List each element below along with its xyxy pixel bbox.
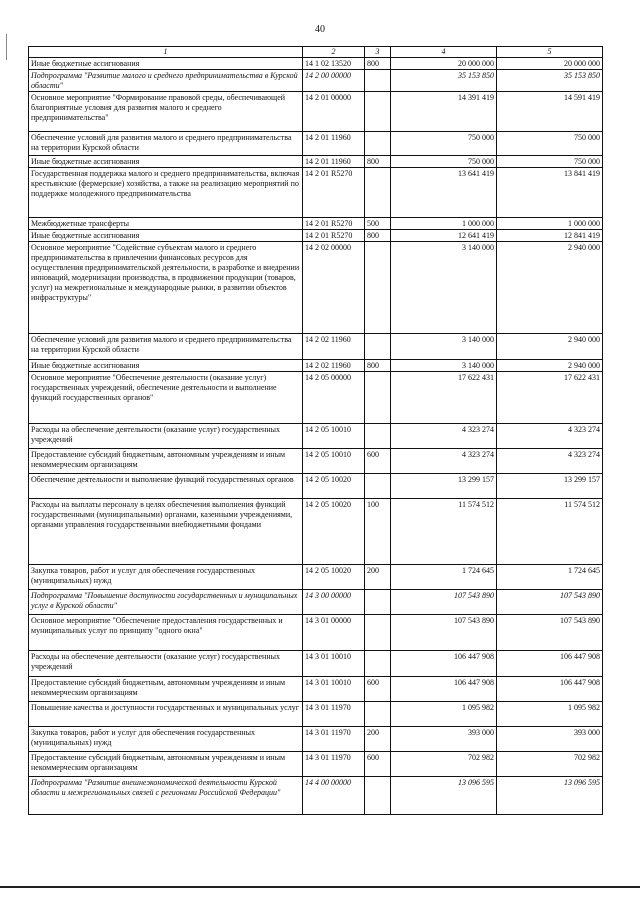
row-amount-col4-cell: 107 543 890 <box>391 590 497 615</box>
row-amount-col5-cell: 2 940 000 <box>497 360 603 372</box>
row-amount-col5-cell: 106 447 908 <box>497 651 603 677</box>
row-name-cell: Обеспечение деятельности и выполнение функций государственных органов <box>29 474 303 499</box>
row-expense-type-cell <box>365 474 391 499</box>
row-code-cell: 14 3 01 11970 <box>303 702 365 727</box>
table-row <box>29 702 603 727</box>
row-amount-col5-cell: 13 299 157 <box>497 474 603 499</box>
row-amount-col4-cell: 3 140 000 <box>391 360 497 372</box>
table-row <box>29 58 603 70</box>
row-code-cell: 14 2 05 10010 <box>303 449 365 474</box>
row-expense-type-cell <box>365 334 391 360</box>
row-amount-col4-cell: 17 622 431 <box>391 372 497 424</box>
row-expense-type-cell <box>365 70 391 92</box>
row-amount-col5-cell: 1 724 645 <box>497 565 603 590</box>
row-name-cell: Основное мероприятие "Обеспечение деятельности (оказание услуг) государственных учреждений, обеспечение деятельности и выполнение функций государственных органов" <box>29 372 303 424</box>
row-code-cell: 14 2 00 00000 <box>303 70 365 92</box>
row-amount-col4-cell: 702 982 <box>391 752 497 777</box>
row-name-cell: Повышение качества и доступности государственных и муниципальных услуг <box>29 702 303 727</box>
row-name-cell: Межбюджетные трансферты <box>29 218 303 230</box>
row-amount-col5-cell: 4 323 274 <box>497 424 603 449</box>
row-code-cell: 14 2 01 R5270 <box>303 168 365 218</box>
row-code-cell: 14 2 02 11960 <box>303 360 365 372</box>
row-amount-col5-cell: 2 940 000 <box>497 242 603 334</box>
table-row <box>29 752 603 777</box>
row-expense-type-cell <box>365 242 391 334</box>
row-expense-type-cell: 200 <box>365 565 391 590</box>
row-amount-col5-cell: 106 447 908 <box>497 677 603 702</box>
table-body <box>29 58 603 815</box>
row-code-cell: 14 2 01 11960 <box>303 132 365 156</box>
row-expense-type-cell: 600 <box>365 449 391 474</box>
row-amount-col5-cell: 13 841 419 <box>497 168 603 218</box>
row-amount-col4-cell: 1 000 000 <box>391 218 497 230</box>
header-col-1: 1 <box>29 47 303 58</box>
row-expense-type-cell <box>365 168 391 218</box>
row-amount-col4-cell: 107 543 890 <box>391 615 497 651</box>
row-amount-col4-cell: 750 000 <box>391 132 497 156</box>
row-amount-col4-cell: 11 574 512 <box>391 499 497 565</box>
row-amount-col5-cell: 4 323 274 <box>497 449 603 474</box>
table-row <box>29 677 603 702</box>
row-amount-col4-cell: 4 323 274 <box>391 424 497 449</box>
table-row <box>29 218 603 230</box>
table-row <box>29 499 603 565</box>
row-name-cell: Иные бюджетные ассигнования <box>29 360 303 372</box>
row-expense-type-cell: 100 <box>365 499 391 565</box>
row-code-cell: 14 2 01 11960 <box>303 156 365 168</box>
row-amount-col5-cell: 14 591 419 <box>497 92 603 132</box>
row-expense-type-cell <box>365 372 391 424</box>
row-expense-type-cell: 800 <box>365 58 391 70</box>
row-name-cell: Основное мероприятие "Формирование правовой среды, обеспечивающей благоприятные условия для развития малого и среднего предпринимательства" <box>29 92 303 132</box>
table-row <box>29 132 603 156</box>
row-amount-col4-cell: 106 447 908 <box>391 651 497 677</box>
row-expense-type-cell <box>365 132 391 156</box>
row-name-cell: Расходы на обеспечение деятельности (оказание услуг) государственных учреждений <box>29 424 303 449</box>
row-amount-col5-cell: 1 095 982 <box>497 702 603 727</box>
table-row <box>29 92 603 132</box>
row-code-cell: 14 3 00 00000 <box>303 590 365 615</box>
row-expense-type-cell <box>365 92 391 132</box>
table-row <box>29 168 603 218</box>
scan-margin-mark <box>6 34 7 60</box>
row-expense-type-cell <box>365 615 391 651</box>
row-name-cell: Закупка товаров, работ и услуг для обеспечения государственных (муниципальных) нужд <box>29 727 303 752</box>
row-code-cell: 14 2 02 00000 <box>303 242 365 334</box>
table-row <box>29 70 603 92</box>
table-row <box>29 474 603 499</box>
table-row <box>29 230 603 242</box>
table-row <box>29 372 603 424</box>
row-amount-col5-cell: 2 940 000 <box>497 334 603 360</box>
header-col-2: 2 <box>303 47 365 58</box>
row-expense-type-cell <box>365 590 391 615</box>
row-expense-type-cell: 500 <box>365 218 391 230</box>
row-name-cell: Расходы на обеспечение деятельности (оказание услуг) государственных учреждений <box>29 651 303 677</box>
row-name-cell: Обеспечение условий для развития малого и среднего предпринимательства на территории Курской области <box>29 334 303 360</box>
row-name-cell: Закупка товаров, работ и услуг для обеспечения государственных (муниципальных) нужд <box>29 565 303 590</box>
table-row <box>29 360 603 372</box>
table-row <box>29 590 603 615</box>
row-name-cell: Иные бюджетные ассигнования <box>29 58 303 70</box>
row-name-cell: Расходы на выплаты персоналу в целях обеспечения выполнения функций государственными (муниципальными) органами, казенными учреждениями, органами управления государственными внебюджетными фондами <box>29 499 303 565</box>
row-expense-type-cell <box>365 651 391 677</box>
row-amount-col5-cell: 1 000 000 <box>497 218 603 230</box>
row-name-cell: Подпрограмма "Развитие малого и среднего предпринимательства в Курской области" <box>29 70 303 92</box>
row-name-cell: Иные бюджетные ассигнования <box>29 230 303 242</box>
header-col-3: 3 <box>365 47 391 58</box>
row-amount-col5-cell: 17 622 431 <box>497 372 603 424</box>
row-amount-col4-cell: 4 323 274 <box>391 449 497 474</box>
row-code-cell: 14 3 01 11970 <box>303 752 365 777</box>
row-amount-col5-cell: 35 153 850 <box>497 70 603 92</box>
row-amount-col5-cell: 393 000 <box>497 727 603 752</box>
row-amount-col5-cell: 750 000 <box>497 156 603 168</box>
row-amount-col5-cell: 11 574 512 <box>497 499 603 565</box>
bottom-rule <box>0 886 640 888</box>
table-header-row <box>29 47 603 58</box>
row-expense-type-cell: 600 <box>365 752 391 777</box>
row-name-cell: Предоставление субсидий бюджетным, автономным учреждениям и иным некоммерческим организациям <box>29 449 303 474</box>
table-row <box>29 242 603 334</box>
row-code-cell: 14 2 01 R5270 <box>303 218 365 230</box>
row-code-cell: 14 2 05 10010 <box>303 424 365 449</box>
row-amount-col5-cell: 12 841 419 <box>497 230 603 242</box>
row-expense-type-cell <box>365 702 391 727</box>
row-name-cell: Предоставление субсидий бюджетным, автономным учреждениям и иным некоммерческим организациям <box>29 677 303 702</box>
row-code-cell: 14 2 05 00000 <box>303 372 365 424</box>
table-row <box>29 565 603 590</box>
table-row <box>29 777 603 815</box>
row-amount-col5-cell: 702 982 <box>497 752 603 777</box>
row-name-cell: Обеспечение условий для развития малого и среднего предпринимательства на территории Курской области <box>29 132 303 156</box>
row-amount-col5-cell: 750 000 <box>497 132 603 156</box>
row-amount-col4-cell: 12 641 419 <box>391 230 497 242</box>
row-code-cell: 14 4 00 00000 <box>303 777 365 815</box>
row-amount-col5-cell: 13 096 595 <box>497 777 603 815</box>
table-row <box>29 156 603 168</box>
row-expense-type-cell: 800 <box>365 230 391 242</box>
row-amount-col5-cell: 107 543 890 <box>497 615 603 651</box>
row-amount-col4-cell: 13 641 419 <box>391 168 497 218</box>
row-amount-col4-cell: 750 000 <box>391 156 497 168</box>
row-expense-type-cell <box>365 424 391 449</box>
row-amount-col4-cell: 3 140 000 <box>391 334 497 360</box>
row-amount-col5-cell: 20 000 000 <box>497 58 603 70</box>
row-amount-col4-cell: 20 000 000 <box>391 58 497 70</box>
budget-table <box>28 46 603 815</box>
row-code-cell: 14 3 01 10010 <box>303 677 365 702</box>
row-amount-col4-cell: 393 000 <box>391 727 497 752</box>
row-code-cell: 14 2 05 10020 <box>303 474 365 499</box>
row-code-cell: 14 3 01 10010 <box>303 651 365 677</box>
row-expense-type-cell <box>365 777 391 815</box>
row-name-cell: Государственная поддержка малого и среднего предпринимательства, включая крестьянские (фермерские) хозяйства, а также на реализацию мероприятий по поддержке молодежного предпринимательства <box>29 168 303 218</box>
table-row <box>29 334 603 360</box>
row-amount-col4-cell: 106 447 908 <box>391 677 497 702</box>
row-amount-col4-cell: 13 299 157 <box>391 474 497 499</box>
row-expense-type-cell: 200 <box>365 727 391 752</box>
row-amount-col4-cell: 14 391 419 <box>391 92 497 132</box>
table-row <box>29 651 603 677</box>
table-row <box>29 449 603 474</box>
row-name-cell: Основное мероприятие "Обеспечение предоставления государственных и муниципальных услуг по принципу "одного окна" <box>29 615 303 651</box>
row-code-cell: 14 3 01 00000 <box>303 615 365 651</box>
row-expense-type-cell: 800 <box>365 156 391 168</box>
row-code-cell: 14 2 05 10020 <box>303 565 365 590</box>
row-code-cell: 14 2 05 10020 <box>303 499 365 565</box>
header-col-5: 5 <box>497 47 603 58</box>
row-name-cell: Подпрограмма "Повышение доступности государственных и муниципальных услуг в Курской области" <box>29 590 303 615</box>
row-expense-type-cell: 600 <box>365 677 391 702</box>
row-amount-col4-cell: 3 140 000 <box>391 242 497 334</box>
row-amount-col4-cell: 1 095 982 <box>391 702 497 727</box>
table-row <box>29 727 603 752</box>
row-code-cell: 14 1 02 13520 <box>303 58 365 70</box>
row-code-cell: 14 2 01 R5270 <box>303 230 365 242</box>
row-name-cell: Основное мероприятие "Содействие субъектам малого и среднего предпринимательства в привлечении финансовых ресурсов для осуществления предпринимательской деятельности, в разработке и внедрении инноваций, модернизации производства, в продвижении продукции (товаров, услуг) на межрегиональные и международные рынки, в развитии объектов инфраструктуры" <box>29 242 303 334</box>
row-code-cell: 14 3 01 11970 <box>303 727 365 752</box>
row-amount-col5-cell: 107 543 890 <box>497 590 603 615</box>
row-amount-col4-cell: 13 096 595 <box>391 777 497 815</box>
row-amount-col4-cell: 1 724 645 <box>391 565 497 590</box>
header-col-4: 4 <box>391 47 497 58</box>
row-expense-type-cell: 800 <box>365 360 391 372</box>
row-name-cell: Подпрограмма "Развитие внешнеэкономической деятельности Курской области и межрегиональных связей с регионами Российской Федерации" <box>29 777 303 815</box>
row-code-cell: 14 2 02 11960 <box>303 334 365 360</box>
row-name-cell: Иные бюджетные ассигнования <box>29 156 303 168</box>
table-row <box>29 424 603 449</box>
row-amount-col4-cell: 35 153 850 <box>391 70 497 92</box>
row-name-cell: Предоставление субсидий бюджетным, автономным учреждениям и иным некоммерческим организациям <box>29 752 303 777</box>
row-code-cell: 14 2 01 00000 <box>303 92 365 132</box>
page-number: 40 <box>315 24 325 35</box>
table-row <box>29 615 603 651</box>
